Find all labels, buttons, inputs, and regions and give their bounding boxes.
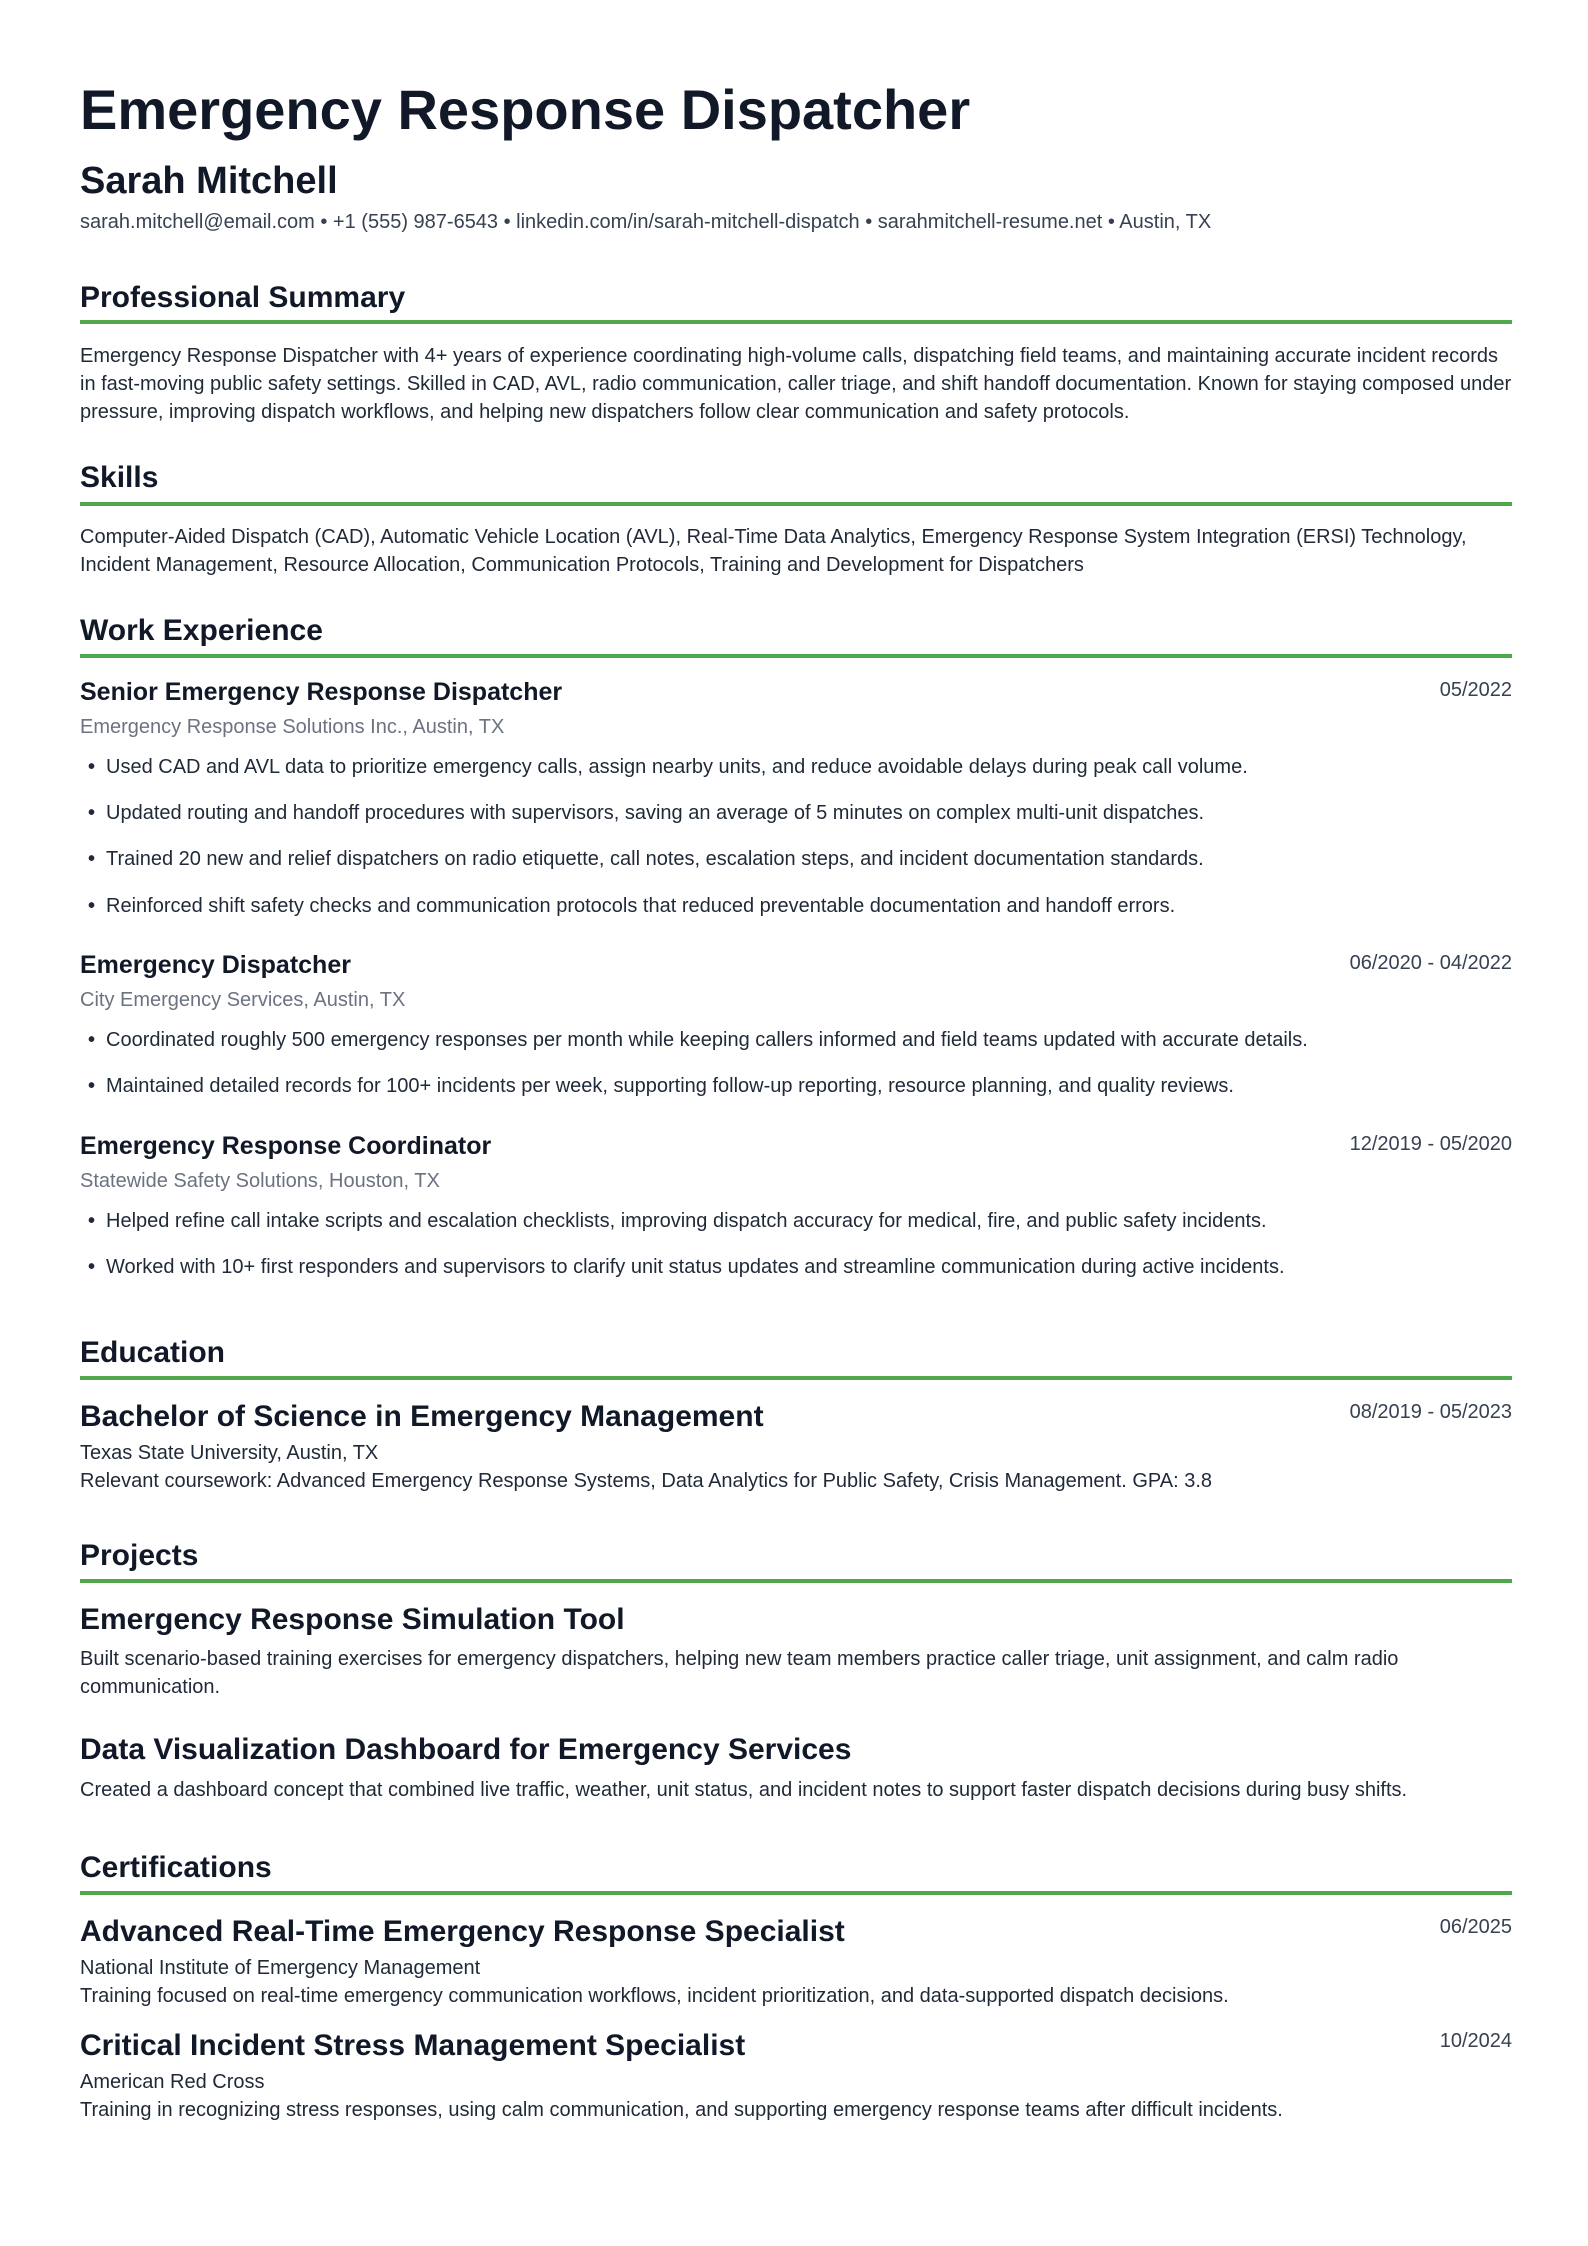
section-divider bbox=[80, 502, 1512, 506]
certification-title: Advanced Real-Time Emergency Response Specialist bbox=[80, 1915, 845, 1948]
job-date: 12/2019 - 05/2020 bbox=[1349, 1133, 1512, 1155]
certification-text: Training in recognizing stress responses, using calm communication, and supporting emergency response teams after difficult incidents. bbox=[80, 2099, 1283, 2121]
degree-title: Bachelor of Science in Emergency Management bbox=[80, 1400, 764, 1433]
certification-issuer: American Red Cross bbox=[80, 2071, 265, 2093]
bullet-icon: • bbox=[88, 1029, 96, 1051]
section-divider bbox=[80, 1376, 1512, 1380]
bullet-icon: • bbox=[88, 895, 96, 917]
job-bullet: • Coordinated roughly 500 emergency responses per month while keeping callers informed and field teams updated with accurate details. bbox=[88, 1029, 1308, 1051]
bullet-icon: • bbox=[88, 802, 96, 824]
job-bullet: • Reinforced shift safety checks and communication protocols that reduced preventable documentation and handoff errors. bbox=[88, 895, 1176, 917]
job-bullet: • Used CAD and AVL data to prioritize emergency calls, assign nearby units, and reduce avoidable delays during peak call volume. bbox=[88, 756, 1248, 778]
job-company: City Emergency Services, Austin, TX bbox=[80, 989, 406, 1011]
resume-title: Emergency Response Dispatcher bbox=[80, 78, 971, 141]
certification-text: Training focused on real-time emergency communication workflows, incident prioritization, and data-supported dispatch decisions. bbox=[80, 1985, 1229, 2007]
job-bullet: • Maintained detailed records for 100+ incidents per week, supporting follow-up reporting, resource planning, and quality reviews. bbox=[88, 1075, 1234, 1097]
skills-heading: Skills bbox=[80, 461, 159, 494]
contact-line: sarah.mitchell@email.com • +1 (555) 987-6543 • linkedin.com/in/sarah-mitchell-dispatch • sarahmitchell-resume.net • Austin, TX bbox=[80, 211, 1212, 233]
certification-date: 06/2025 bbox=[1439, 1916, 1512, 1938]
certification-date: 10/2024 bbox=[1439, 2030, 1512, 2052]
education-date: 08/2019 - 05/2023 bbox=[1349, 1401, 1512, 1423]
experience-heading: Work Experience bbox=[80, 614, 323, 647]
job-company: Statewide Safety Solutions, Houston, TX bbox=[80, 1170, 440, 1192]
section-divider bbox=[80, 320, 1512, 324]
education-details: Relevant coursework: Advanced Emergency Response Systems, Data Analytics for Public Safety, Crisis Management. GPA: 3.8 bbox=[80, 1470, 1212, 1492]
job-bullet: • Trained 20 new and relief dispatchers on radio etiquette, call notes, escalation steps, and incident documentation standards. bbox=[88, 848, 1204, 870]
job-title: Emergency Dispatcher bbox=[80, 951, 351, 979]
job-company: Emergency Response Solutions Inc., Austin, TX bbox=[80, 716, 505, 738]
bullet-icon: • bbox=[88, 1210, 96, 1232]
certification-title: Critical Incident Stress Management Specialist bbox=[80, 2029, 746, 2062]
education-heading: Education bbox=[80, 1336, 226, 1369]
certification-issuer: National Institute of Emergency Management bbox=[80, 1957, 481, 1979]
bullet-icon: • bbox=[88, 848, 96, 870]
candidate-name: Sarah Mitchell bbox=[80, 160, 338, 202]
job-bullet: • Updated routing and handoff procedures with supervisors, saving an average of 5 minutes on complex multi-unit dispatches. bbox=[88, 802, 1205, 824]
job-title: Senior Emergency Response Dispatcher bbox=[80, 678, 563, 706]
bullet-icon: • bbox=[88, 1075, 96, 1097]
job-date: 05/2022 bbox=[1439, 679, 1512, 701]
project-text: Built scenario-based training exercises for emergency dispatchers, helping new team members practice caller triage, unit assignment, and calm radio communication. bbox=[80, 1648, 1399, 1698]
job-bullet: • Helped refine call intake scripts and escalation checklists, improving dispatch accuracy for medical, fire, and public safety incidents. bbox=[88, 1210, 1267, 1232]
bullet-icon: • bbox=[88, 756, 96, 778]
job-title: Emergency Response Coordinator bbox=[80, 1132, 492, 1160]
summary-text: Emergency Response Dispatcher with 4+ years of experience coordinating high-volume calls, dispatching field teams, and maintaining accurate incident records in fast-moving public safety settings. Skilled in CAD, AVL, radio communication, caller triage, and shift handoff documentation. Known for staying composed under pressure, improving dispatch workflows, and helping new dispatchers follow clear communication and safety protocols. bbox=[80, 345, 1512, 423]
project-text: Created a dashboard concept that combined live traffic, weather, unit status, and incident notes to support faster dispatch decisions during busy shifts. bbox=[80, 1779, 1408, 1801]
section-divider bbox=[80, 654, 1512, 658]
section-divider bbox=[80, 1579, 1512, 1583]
projects-heading: Projects bbox=[80, 1539, 199, 1572]
certifications-heading: Certifications bbox=[80, 1851, 272, 1884]
school-name: Texas State University, Austin, TX bbox=[80, 1442, 379, 1464]
bullet-icon: • bbox=[88, 1256, 96, 1278]
job-date: 06/2020 - 04/2022 bbox=[1349, 952, 1512, 974]
project-title: Data Visualization Dashboard for Emergency Services bbox=[80, 1733, 852, 1766]
summary-heading: Professional Summary bbox=[80, 281, 406, 314]
section-divider bbox=[80, 1891, 1512, 1895]
skills-text: Computer-Aided Dispatch (CAD), Automatic Vehicle Location (AVL), Real-Time Data Analytics, Emergency Response System Integration (ERSI) Technology, Incident Management, Resource Allocation, Communication Protocols, Training and Development for Dispatchers bbox=[80, 526, 1467, 576]
job-bullet: • Worked with 10+ first responders and supervisors to clarify unit status updates and streamline communication during active incidents. bbox=[88, 1256, 1285, 1278]
project-title: Emergency Response Simulation Tool bbox=[80, 1603, 625, 1636]
